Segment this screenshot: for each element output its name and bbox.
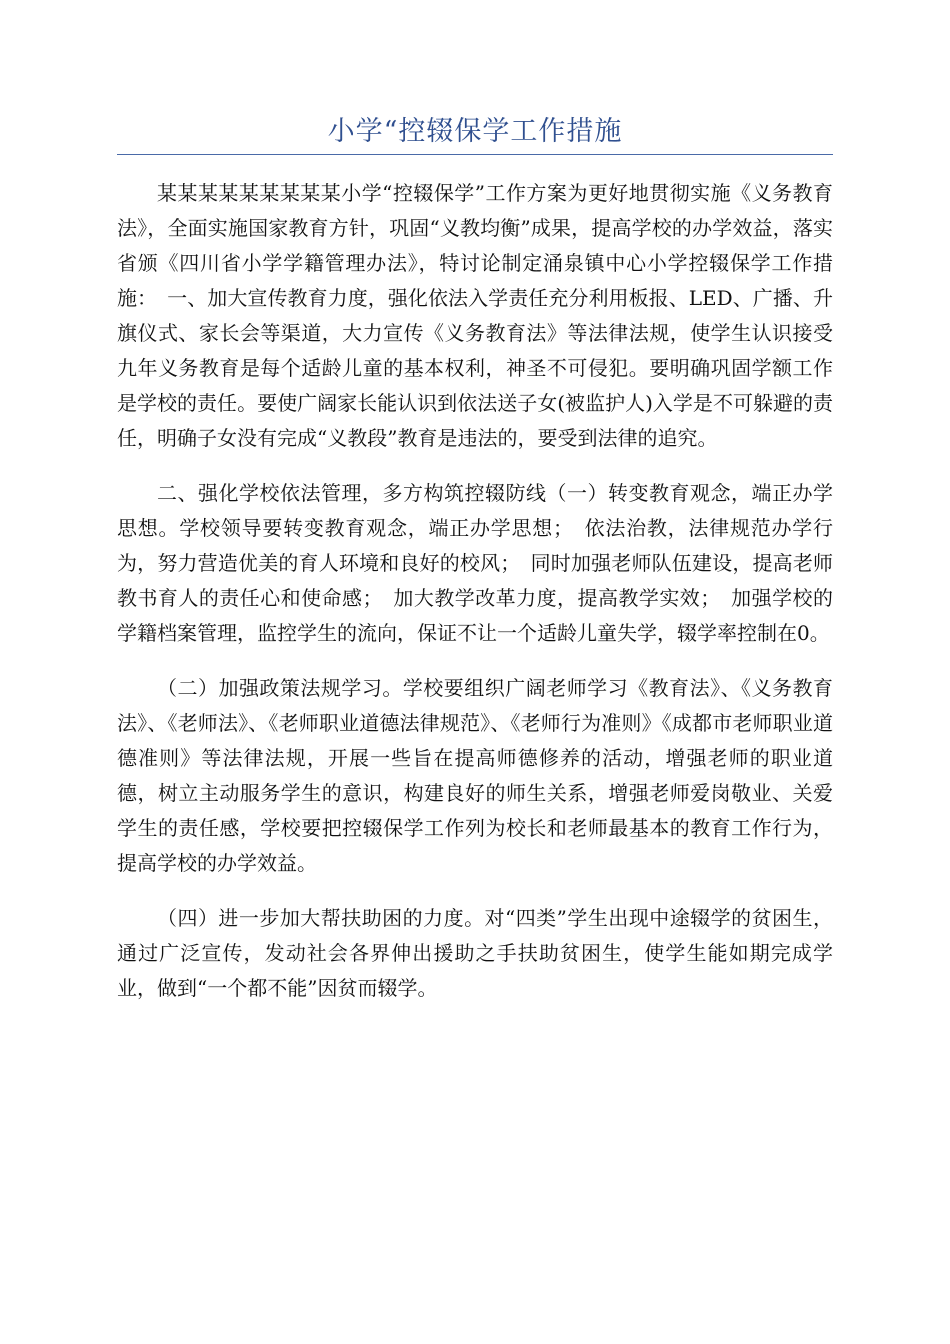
document-title: 小学“控辍保学工作措施 xyxy=(327,116,623,147)
paragraph-3: （二）加强政策法规学习。学校要组织广阔老师学习《教育法》、《义务教育法》、《老师法》、《老师职业道德法律规范》、《老师行为准则》《成都市老师职业道德准则》等法律法规，开展一些旨在提高师德修养的活动，增强老师的职业道德，树立主动服务学生的意识，构建良好的师生关系，增强老师爱岗敬业、关爱学生的责任感，学校要把控辍保学工作列为校长和老师最基本的教育工作行为，提高学校的办学效益。 xyxy=(117,676,833,875)
paragraph-2: 二、强化学校依法管理，多方构筑控辍防线（一）转变教育观念，端正办学思想。学校领导要转变教育观念，端正办学思想； 依法治教，法律规范办学行为，努力营造优美的育人环境和良好的校风； 同时加强老师队伍建设，提高老师教书育人的责任心和使命感； 加大教学改革力度，提高教学实效； 加强学校的学籍档案管理，监控学生的流向，保证不让一个适龄儿童失学，辍学率控制在0。 xyxy=(117,481,833,645)
title-underline xyxy=(117,154,833,155)
paragraph-4: （四）进一步加大帮扶助困的力度。对“四类”学生出现中途辍学的贫困生，通过广泛宣传，发动社会各界伸出援助之手扶助贫困生，使学生能如期完成学业，做到“一个都不能”因贫而辍学。 xyxy=(117,906,833,1000)
document-body xyxy=(117,176,833,1026)
paragraph-1: 某某某某某某某某某小学“控辍保学”工作方案为更好地贯彻实施《义务教育法》，全面实施国家教育方针，巩固“义教均衡”成果，提高学校的办学效益，落实省颁《四川省小学学籍管理办法》，特讨论制定涌泉镇中心小学控辍保学工作措施： 一、加大宣传教育力度，强化依法入学责任充分利用板报、LED、广播、升旗仪式、家长会等渠道，大力宣传《义务教育法》等法律法规，使学生认识接受九年义务教育是每个适龄儿童的基本权利，神圣不可侵犯。要明确巩固学额工作是学校的责任。要使广阔家长能认识到依法送子女(被监护人)入学是不可躲避的责任，明确子女没有完成“义教段”教育是违法的，要受到法律的追究。 xyxy=(117,181,833,450)
